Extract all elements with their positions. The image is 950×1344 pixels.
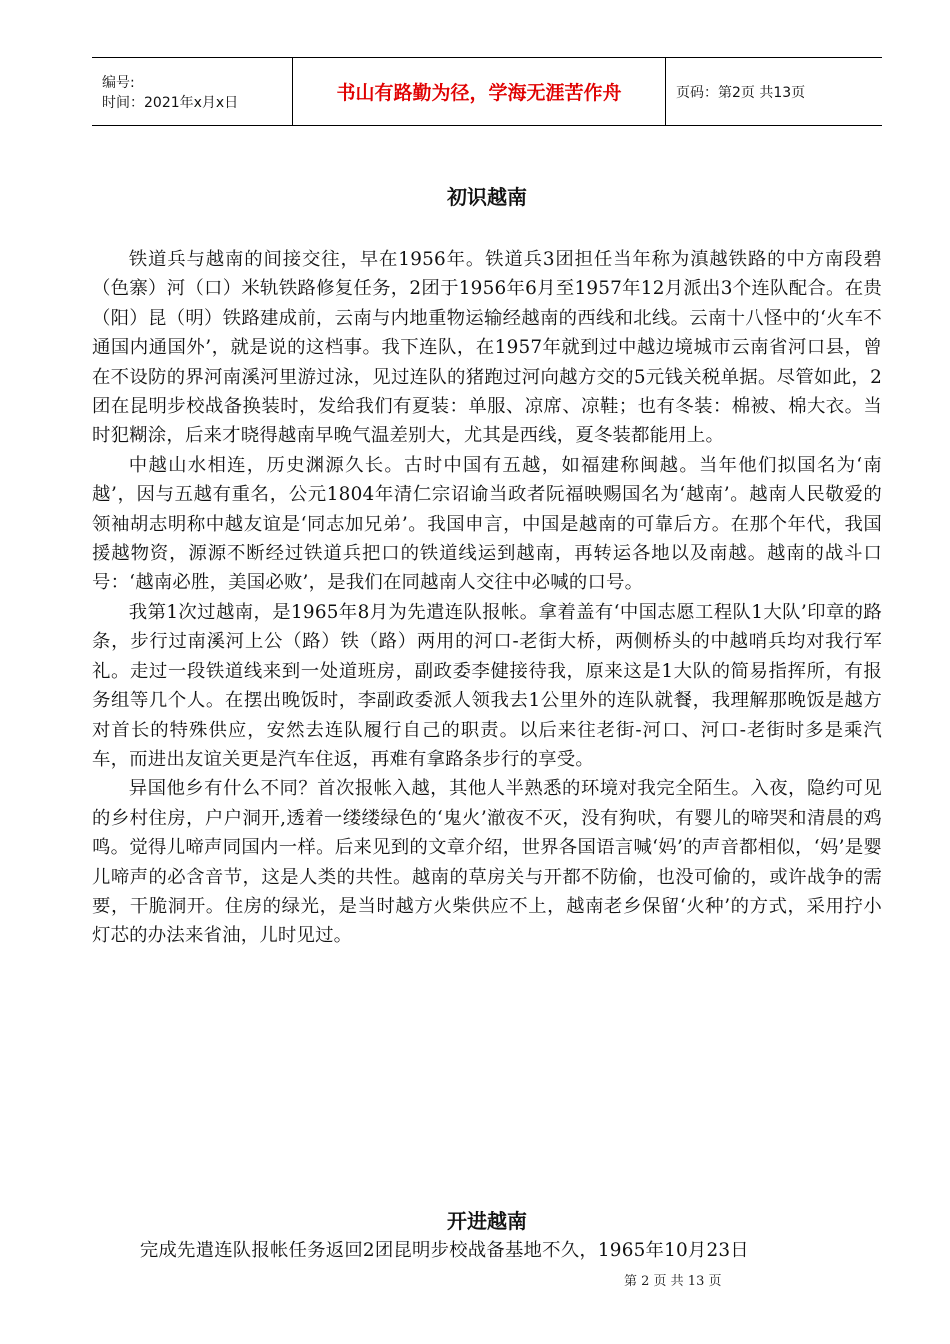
document-number-label: 编号: — [102, 74, 135, 91]
document-time-label: 时间：2021年x月x日 — [102, 94, 239, 111]
header-meta — [92, 58, 293, 125]
paragraph: 完成先遣连队报帐任务返回2团昆明步校战备基地不久，1965年10月23日 — [139, 1240, 749, 1261]
paragraph: 铁道兵与越南的间接交往，早在1956年。铁道兵3团担任当年称为滇越铁路的中方南段碧（色寨）河（口）米轨铁路修复任务，2团于1956年6月至1957年12月派出3个连队配合。在贵（阳）昆（明）铁路建成前，云南与内地重物运输经越南的西线和北线。云南十八怪中的‘火车不通国内通国外’，就是说的这档事。我下连队，在1957年就到过中越边境城市云南省河口县，曾在不设防的界河南溪河里游过泳，见过连队的猪跑过河向越方交的5元钱关税单据。尽管如此，2团在昆明步校战备换装时，发给我们有夏装：单服、凉席、凉鞋；也有冬装：棉被、棉大衣。当时犯糊涂，后来才晓得越南早晚气温差别大，尤其是西线，夏冬装都能用上。 — [92, 249, 882, 447]
header-page-label: 页码：第2页 共13页 — [676, 84, 806, 101]
section-title-2: 开进越南 — [447, 1209, 527, 1233]
section-body-1 — [92, 245, 882, 951]
page-header — [92, 57, 882, 126]
page-footer: 第 2 页 共 13 页 — [624, 1274, 722, 1289]
paragraph: 我第1次过越南，是1965年8月为先遣连队报帐。拿着盖有‘中国志愿工程队1大队’印章的路条，步行过南溪河上公（路）铁（路）两用的河口-老街大桥，两侧桥头的中越哨兵均对我行军礼。走过一段铁道线来到一处道班房，副政委李健接待我，原来这是1大队的简易指挥所，有报务组等几个人。在摆出晚饭时，李副政委派人领我去1公里外的连队就餐，我理解那晚饭是越方对首长的特殊供应，安然去连队履行自己的职责。以后来往老街-河口、河口-老街时多是乘汽车，而进出友谊关更是汽车住返，再难有拿路条步行的享受。 — [92, 601, 882, 770]
paragraph: 异国他乡有什么不同？首次报帐入越，其他人半熟悉的环境对我完全陌生。入夜，隐约可见的乡村住房，户户洞开,透着一缕缕绿色的‘鬼火’澈夜不灭，没有狗吠，有婴儿的啼哭和清晨的鸡鸣。觉得儿啼声同国内一样。后来见到的文章介绍，世界各国语言喊‘妈’的声音都相似，‘妈’是婴儿啼声的必含音节，这是人类的共性。越南的草房关与开都不防偷，也没可偷的，或许战争的需要，干脆洞开。住房的绿光，是当时越方火柴供应不上，越南老乡保留‘火种’的方式，采用拧小灯芯的办法来省油，儿时见过。 — [92, 778, 882, 947]
section-title-1: 初识越南 — [447, 185, 527, 209]
paragraph: 中越山水相连，历史渊源久长。古时中国有五越，如福建称闽越。当年他们拟国名为‘南越’，因与五越有重名，公元1804年清仁宗诏谕当政者阮福映赐国名为‘越南’。越南人民敬爱的领袖胡志明称中越友谊是‘同志加兄弟’。我国申言，中国是越南的可靠后方。在那个年代，我国援越物资，源源不断经过铁道兵把口的铁道线运到越南，再转运各地以及南越。越南的战斗口号：‘越南必胜，美国必败’，是我们在同越南人交往中必喊的口号。 — [92, 454, 882, 594]
header-motto: 书山有路勤为径，学海无涯苦作舟 — [293, 58, 666, 125]
